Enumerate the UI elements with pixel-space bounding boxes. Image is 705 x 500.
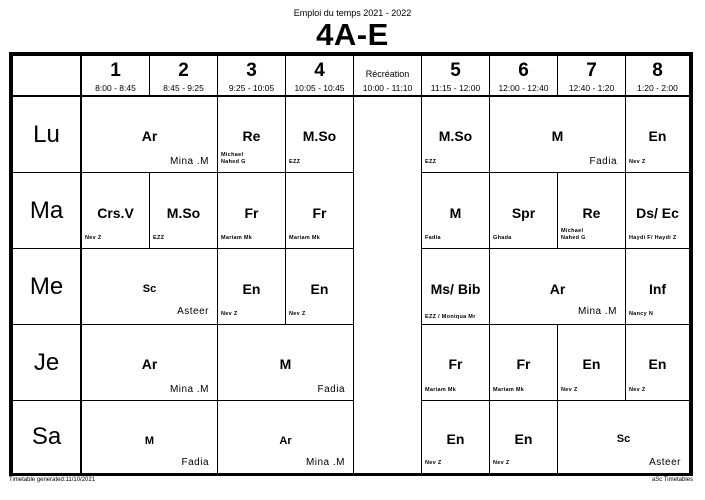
lesson-teacher: Fadia: [425, 235, 441, 241]
timetable-subtitle: Emploi du temps 2021 - 2022: [293, 8, 412, 18]
period-time: 9:25 - 10:05: [228, 83, 275, 93]
lesson-teacher: Mina .M: [577, 306, 617, 317]
period-time: 11:15 - 12:00: [430, 83, 481, 93]
lesson-teacher: Mina .M: [169, 156, 209, 167]
day-label: Je: [12, 324, 81, 401]
day-label: Me: [12, 248, 81, 325]
lesson-subject: En: [310, 281, 329, 297]
lesson-teacher: Mariam Mk: [425, 387, 457, 393]
lesson-cell: [81, 96, 218, 173]
period-header-5: [421, 55, 490, 96]
lesson-teacher: Mina .M: [169, 384, 209, 395]
lesson-subject: Ar: [141, 128, 158, 144]
lesson-subject: Ar: [141, 356, 158, 372]
lesson-subject: En: [446, 431, 465, 447]
lesson-cell: [217, 248, 286, 325]
lesson-cell: [421, 400, 490, 474]
lesson-cell: [557, 324, 626, 401]
lesson-teacher: Mariam Mk: [221, 235, 253, 241]
lesson-subject: Spr: [511, 205, 536, 221]
lesson-cell: [421, 172, 490, 249]
lesson-teacher: Mariam Mk: [289, 235, 321, 241]
lesson-cell: [81, 400, 218, 474]
period-time: 8:45 - 9:25: [163, 83, 204, 93]
lesson-teacher: Fadia: [181, 457, 209, 468]
lesson-teacher: Ghada: [493, 235, 512, 241]
period-header-4: [285, 55, 354, 96]
period-time: 10:05 - 10:45: [294, 83, 345, 93]
lesson-cell: [81, 248, 218, 325]
lesson-cell: [149, 172, 218, 249]
lesson-teacher: Nev Z: [493, 460, 510, 466]
lesson-cell: [489, 96, 626, 173]
lesson-subject: Crs.V: [97, 205, 134, 221]
lesson-teacher: Haydi F/ Haydi Z: [629, 235, 677, 241]
lesson-teacher: Nev Z: [561, 387, 578, 393]
lesson-cell: [81, 172, 150, 249]
lesson-subject: Inf: [648, 281, 667, 297]
lesson-cell: [489, 172, 558, 249]
recreation-label: Récréation: [365, 69, 410, 79]
lesson-cell: [557, 172, 626, 249]
lesson-subject: Ms/ Bib: [430, 281, 481, 297]
lesson-cell: [285, 96, 354, 173]
lesson-teacher: Asteer: [649, 457, 681, 468]
lesson-cell: [421, 248, 490, 325]
lesson-subject: M: [144, 435, 155, 447]
lesson-cell: [421, 96, 490, 173]
lesson-subject: Fr: [448, 356, 463, 372]
lesson-cell: [625, 248, 690, 325]
period-header-1: [81, 55, 150, 96]
period-number: 7: [586, 60, 597, 81]
lesson-subject: Sc: [616, 433, 631, 445]
lesson-cell: [625, 172, 690, 249]
lesson-teacher: EZZ: [425, 159, 437, 165]
period-time: 12:00 - 12:40: [498, 83, 549, 93]
period-number: 8: [652, 60, 663, 81]
corner-cell: [12, 55, 81, 96]
lesson-teacher: Mina .M: [305, 457, 345, 468]
day-label: Sa: [12, 400, 81, 474]
period-header-7: [557, 55, 626, 96]
lesson-teacher: Michael Nahed G: [561, 228, 586, 241]
period-number: 5: [450, 60, 461, 81]
lesson-teacher: Nev Z: [629, 387, 646, 393]
recreation-time: 10:00 - 11:10: [362, 83, 413, 93]
period-number: 2: [178, 60, 189, 81]
period-header-8: [625, 55, 690, 96]
period-number: 1: [110, 60, 121, 81]
lesson-subject: M: [551, 128, 564, 144]
lesson-cell: [81, 324, 218, 401]
lesson-teacher: Asteer: [177, 306, 209, 317]
lesson-cell: [625, 96, 690, 173]
lesson-subject: Re: [582, 205, 601, 221]
lesson-cell: [285, 248, 354, 325]
recreation-header: [353, 55, 422, 96]
lesson-subject: Fr: [244, 205, 259, 221]
lesson-teacher: Nancy N: [629, 311, 654, 317]
period-header-3: [217, 55, 286, 96]
lesson-cell: [557, 400, 690, 474]
lesson-subject: M: [279, 356, 292, 372]
lesson-subject: En: [514, 431, 533, 447]
lesson-subject: Re: [242, 128, 261, 144]
lesson-subject: Fr: [516, 356, 531, 372]
lesson-teacher: Mariam Mk: [493, 387, 525, 393]
period-number: 4: [314, 60, 325, 81]
lesson-subject: M: [449, 205, 462, 221]
lesson-subject: M.So: [302, 128, 337, 144]
lesson-teacher: EZZ: [289, 159, 301, 165]
lesson-subject: Ar: [549, 281, 566, 297]
lesson-subject: Sc: [142, 283, 157, 295]
lesson-subject: En: [648, 356, 667, 372]
class-title: 4A-E: [316, 17, 389, 52]
timetable-grid: [9, 52, 693, 476]
lesson-cell: [489, 248, 626, 325]
period-header-2: [149, 55, 218, 96]
lesson-subject: Ar: [279, 435, 292, 447]
day-label: Lu: [12, 96, 81, 173]
lesson-cell: [489, 324, 558, 401]
lesson-subject: M.So: [166, 205, 201, 221]
lesson-cell: [217, 400, 354, 474]
lesson-subject: En: [648, 128, 667, 144]
lesson-teacher: Nev Z: [289, 311, 306, 317]
lesson-teacher: Nev Z: [85, 235, 102, 241]
recreation-column: [353, 96, 422, 474]
lesson-subject: En: [582, 356, 601, 372]
lesson-subject: M.So: [438, 128, 473, 144]
period-time: 12:40 - 1:20: [568, 83, 615, 93]
period-number: 3: [246, 60, 257, 81]
lesson-teacher: Michael Nahed G: [221, 152, 246, 165]
period-time: 1:20 - 2:00: [637, 83, 678, 93]
generated-date: Timetable generated:11/10/2021: [9, 477, 96, 483]
period-number: 6: [518, 60, 529, 81]
lesson-cell: [421, 324, 490, 401]
lesson-teacher: EZZ / Moniqua Mr: [425, 314, 476, 320]
lesson-cell: [489, 400, 558, 474]
lesson-cell: [217, 96, 286, 173]
lesson-cell: [217, 324, 354, 401]
lesson-teacher: Nev Z: [629, 159, 646, 165]
lesson-teacher: EZZ: [153, 235, 165, 241]
lesson-teacher: Fadia: [317, 384, 345, 395]
lesson-cell: [625, 324, 690, 401]
lesson-teacher: Nev Z: [425, 460, 442, 466]
period-time: 8:00 - 8:45: [95, 83, 136, 93]
day-label: Ma: [12, 172, 81, 249]
lesson-teacher: Nev Z: [221, 311, 238, 317]
lesson-subject: Fr: [312, 205, 327, 221]
software-credit: aSc Timetables: [651, 477, 693, 483]
lesson-teacher: Fadia: [589, 156, 617, 167]
lesson-cell: [285, 172, 354, 249]
period-header-6: [489, 55, 558, 96]
lesson-subject: En: [242, 281, 261, 297]
lesson-cell: [217, 172, 286, 249]
lesson-subject: Ds/ Ec: [636, 205, 679, 221]
